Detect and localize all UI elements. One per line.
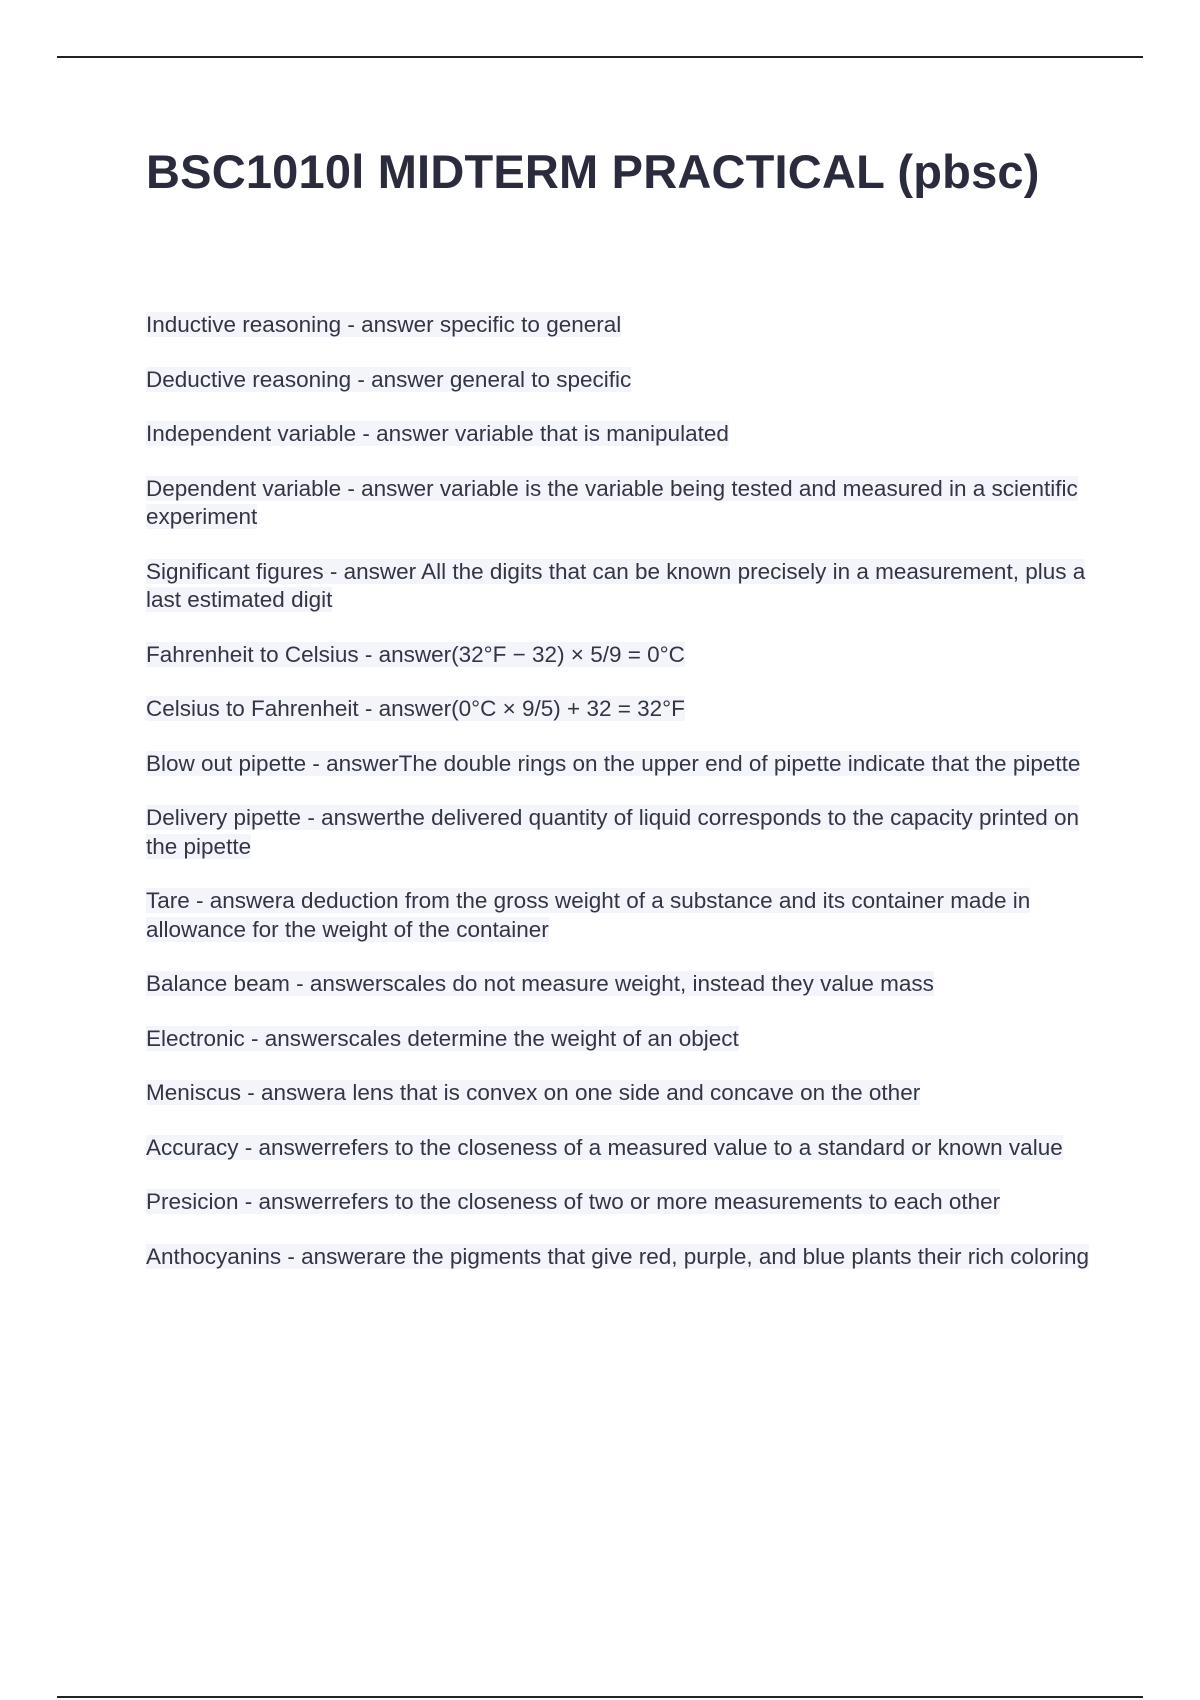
entry-text: Blow out pipette - answerThe double rings on the upper end of pipette indicate that the pipette bbox=[146, 750, 1081, 776]
flashcard-entry bbox=[146, 750, 1101, 779]
document-title: BSC1010l MIDTERM PRACTICAL (pbsc) bbox=[146, 145, 1040, 198]
flashcard-entry bbox=[146, 641, 1101, 670]
flashcard-entry bbox=[146, 1243, 1101, 1272]
entry-text: Accuracy - answerrefers to the closeness of a measured value to a standard or known value bbox=[146, 1134, 1063, 1160]
entry-text: Delivery pipette - answerthe delivered quantity of liquid corresponds to the capacity printed on the pipette bbox=[146, 805, 1080, 859]
flashcard-entry bbox=[146, 420, 1101, 449]
entry-text: Significant figures - answer All the digits that can be known precisely in a measurement, plus a last estimated digit bbox=[146, 558, 1086, 612]
entry-text: Electronic - answerscales determine the weight of an object bbox=[146, 1025, 739, 1051]
entry-text: Fahrenheit to Celsius - answer(32°F − 32) × 5/9 = 0°C bbox=[146, 641, 685, 667]
entry-text: Celsius to Fahrenheit - answer(0°C × 9/5) + 32 = 32°F bbox=[146, 696, 685, 721]
entry-text: Inductive reasoning - answer specific to general bbox=[146, 312, 622, 337]
bottom-divider bbox=[57, 1696, 1143, 1698]
entry-text: Meniscus - answera lens that is convex on one side and concave on the other bbox=[146, 1080, 921, 1105]
flashcard-entry bbox=[146, 311, 1101, 340]
flashcard-entry bbox=[146, 970, 1101, 999]
entry-text: Dependent variable - answer variable is the variable being tested and measured in a scientific experiment bbox=[146, 475, 1078, 529]
flashcard-entry bbox=[146, 366, 1101, 395]
flashcard-entry bbox=[146, 804, 1101, 861]
flashcard-entry bbox=[146, 1188, 1101, 1217]
entry-text: Anthocyanins - answerare the pigments that give red, purple, and blue plants their rich coloring bbox=[146, 1243, 1090, 1269]
flashcard-entry bbox=[146, 695, 1101, 724]
entry-text: Independent variable - answer variable that is manipulated bbox=[146, 421, 729, 446]
entry-text: Tare - answera deduction from the gross weight of a substance and its container made in allowance for the weight of the container bbox=[146, 888, 1031, 942]
flashcard-entry bbox=[146, 475, 1101, 532]
flashcard-entry bbox=[146, 1079, 1101, 1108]
flashcard-entry bbox=[146, 887, 1101, 944]
flashcard-entry bbox=[146, 558, 1101, 615]
flashcard-entry bbox=[146, 1134, 1101, 1163]
flashcard-list bbox=[146, 311, 1101, 1297]
top-divider bbox=[57, 56, 1143, 58]
entry-text: Deductive reasoning - answer general to specific bbox=[146, 366, 632, 392]
entry-text: Balance beam - answerscales do not measure weight, instead they value mass bbox=[146, 971, 934, 996]
flashcard-entry bbox=[146, 1025, 1101, 1054]
entry-text: Presicion - answerrefers to the closeness of two or more measurements to each other bbox=[146, 1189, 1001, 1214]
